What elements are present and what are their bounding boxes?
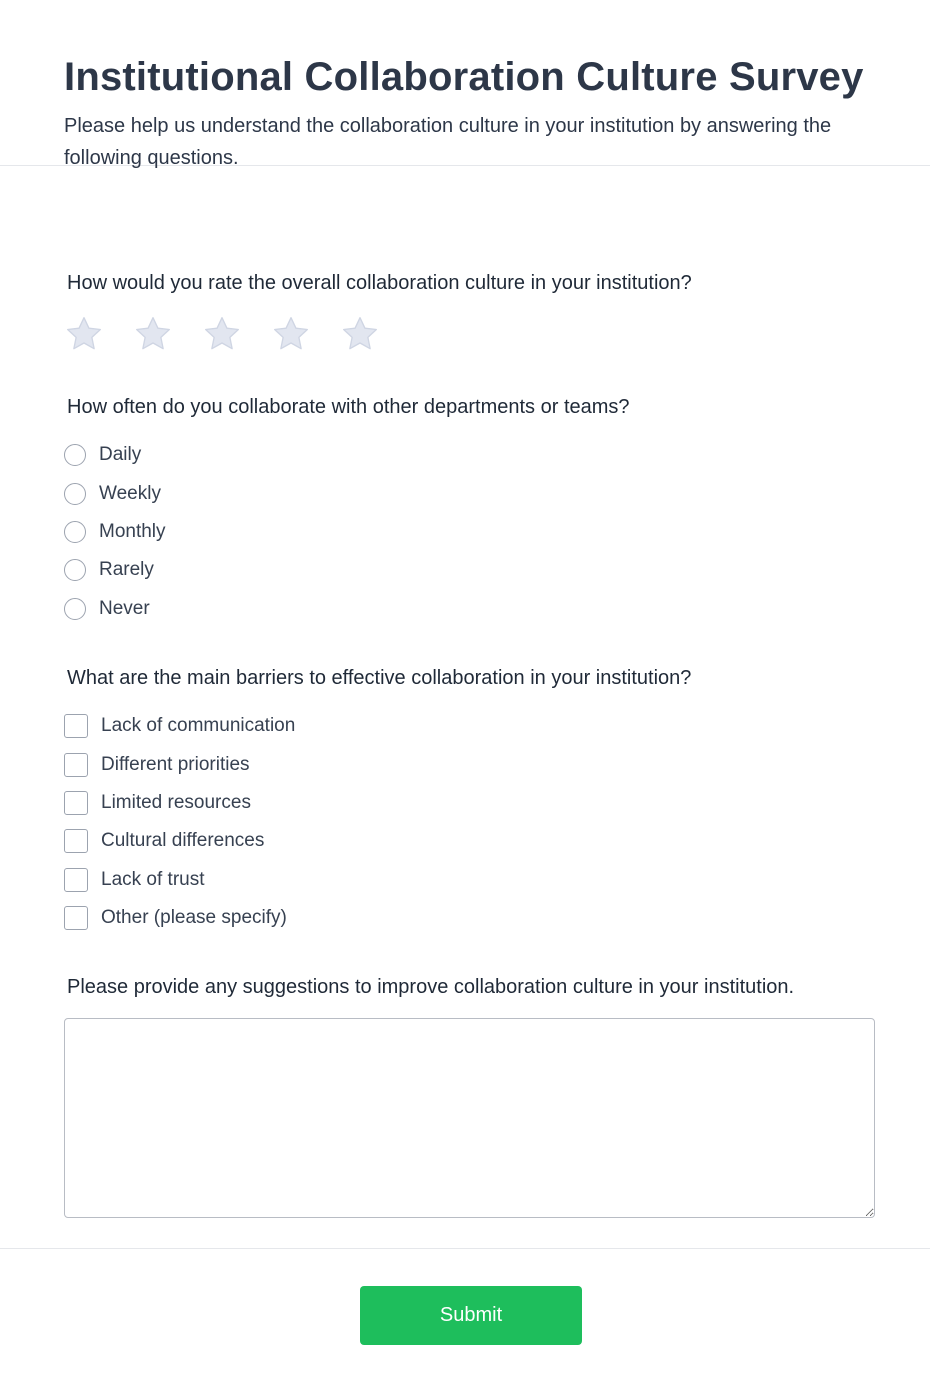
frequency-option-daily[interactable] [64, 436, 875, 474]
barrier-option-priorities[interactable] [64, 745, 875, 783]
suggestions-question: Please provide any suggestions to improve collaboration culture in your institution. [67, 976, 795, 998]
checkbox[interactable] [64, 791, 88, 815]
barrier-option-other[interactable] [64, 899, 875, 937]
option-label[interactable]: Lack of communication [101, 715, 296, 737]
frequency-question-section [64, 394, 875, 628]
barrier-option-cultural[interactable] [64, 822, 875, 860]
option-label[interactable]: Other (please specify) [101, 907, 287, 929]
star-3-icon[interactable] [202, 314, 242, 354]
checkbox[interactable] [64, 906, 88, 930]
page-subtitle: Please help us understand the collaboration culture in your institution by answering the following questions. [64, 115, 832, 169]
option-label[interactable]: Rarely [99, 559, 154, 581]
checkbox[interactable] [64, 829, 88, 853]
radio-button[interactable] [64, 444, 86, 466]
option-label[interactable]: Limited resources [101, 791, 251, 813]
star-rating [64, 314, 875, 354]
page-title: Institutional Collaboration Culture Survey [64, 55, 864, 99]
rating-question: How would you rate the overall collaboration culture in your institution? [67, 272, 692, 294]
frequency-option-weekly[interactable] [64, 474, 875, 512]
option-label[interactable]: Lack of trust [101, 868, 205, 890]
barriers-question: What are the main barriers to effective collaboration in your institution? [67, 667, 692, 689]
barriers-question-section [64, 665, 875, 937]
submit-button[interactable]: Submit [360, 1286, 582, 1345]
radio-button[interactable] [64, 559, 86, 581]
option-label[interactable]: Never [99, 597, 150, 619]
frequency-option-rarely[interactable] [64, 551, 875, 589]
footer-divider [0, 1248, 930, 1249]
radio-button[interactable] [64, 521, 86, 543]
frequency-options [64, 436, 875, 628]
frequency-option-never[interactable] [64, 590, 875, 628]
checkbox[interactable] [64, 868, 88, 892]
barrier-option-communication[interactable] [64, 707, 875, 745]
survey-header [0, 0, 930, 169]
barriers-options [64, 707, 875, 937]
star-2-icon[interactable] [133, 314, 173, 354]
radio-button[interactable] [64, 483, 86, 505]
frequency-question: How often do you collaborate with other departments or teams? [67, 396, 630, 418]
suggestions-textarea[interactable] [64, 1018, 875, 1218]
checkbox[interactable] [64, 753, 88, 777]
option-label[interactable]: Daily [99, 444, 142, 466]
option-label[interactable]: Monthly [99, 520, 166, 542]
suggestions-question-section [64, 974, 875, 1218]
barrier-option-trust[interactable] [64, 861, 875, 899]
frequency-option-monthly[interactable] [64, 513, 875, 551]
star-5-icon[interactable] [340, 314, 380, 354]
option-label[interactable]: Different priorities [101, 753, 250, 775]
checkbox[interactable] [64, 714, 88, 738]
star-4-icon[interactable] [271, 314, 311, 354]
option-label[interactable]: Weekly [99, 482, 161, 504]
star-1-icon[interactable] [64, 314, 104, 354]
rating-question-section [64, 270, 875, 354]
radio-button[interactable] [64, 598, 86, 620]
barrier-option-resources[interactable] [64, 784, 875, 822]
option-label[interactable]: Cultural differences [101, 830, 265, 852]
